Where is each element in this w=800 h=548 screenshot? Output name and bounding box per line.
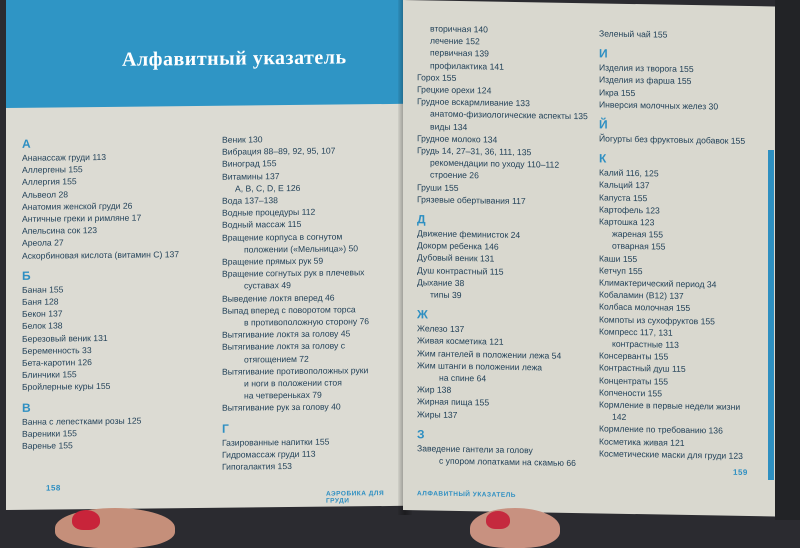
index-entry: Картофель 123 — [599, 204, 660, 216]
index-entry: Витамины 137 — [222, 170, 280, 182]
index-entry: Изделия из фарша 155 — [599, 74, 692, 87]
index-entry: Грудное вскармливание 133 — [417, 96, 530, 109]
index-entry: Выведение локтя вперед 46 — [222, 292, 335, 304]
section-letter: В — [22, 400, 31, 415]
index-entry: Душ контрастный 115 — [417, 264, 504, 277]
index-entry: Баня 128 — [22, 296, 59, 307]
running-footer-left: АЭРОБИКА ДЛЯ ГРУДИ — [326, 490, 385, 505]
index-subentry: рекомендации по уходу 110–112 — [430, 157, 560, 170]
index-entry: Изделия из творога 155 — [599, 62, 694, 75]
index-entry: Белок 138 — [22, 320, 63, 332]
index-subentry: жареная 155 — [612, 228, 663, 240]
index-subentry: лечение 152 — [430, 35, 480, 47]
index-entry: Икра 155 — [599, 87, 636, 98]
index-entry: Аллергия 155 — [22, 176, 77, 188]
page-title: Алфавитный указатель — [122, 46, 347, 71]
index-subentry: отварная 155 — [612, 241, 666, 253]
index-entry: Железо 137 — [417, 323, 465, 335]
running-footer-right: АЛФАВИТНЫЙ УКАЗАТЕЛЬ — [417, 490, 516, 499]
index-entry: Докорм ребенка 146 — [417, 240, 499, 252]
index-entry: Веник 130 — [222, 134, 263, 145]
index-subentry: контрастные 113 — [612, 338, 679, 350]
index-entry: Гидромассаж груди 113 — [222, 448, 316, 460]
section-letter: И — [599, 46, 608, 61]
section-letter: Б — [22, 268, 31, 283]
index-subentry: типы 39 — [430, 289, 462, 301]
index-entry: Вытягивание локтя за голову с — [222, 340, 346, 353]
index-entry: Блинчики 155 — [22, 369, 77, 381]
index-entry: Кетчуп 155 — [599, 265, 643, 277]
index-entry: Газированные напитки 155 — [222, 436, 330, 448]
index-subentry: с упором лопатками на скамью 66 — [439, 455, 576, 469]
index-entry: Грудное молоко 134 — [417, 133, 498, 145]
index-entry: Бекон 137 — [22, 308, 63, 320]
index-entry: Жир 138 — [417, 384, 452, 396]
index-entry: Дубовый веник 131 — [417, 252, 495, 265]
index-entry: Ванна с лепестками розы 125 — [22, 415, 142, 427]
page-edge-strip — [768, 150, 774, 480]
section-letter: К — [599, 151, 607, 166]
index-entry: Варенье 155 — [22, 440, 73, 451]
index-entry: Движение феминисток 24 — [417, 228, 521, 241]
index-entry: Горох 155 — [417, 72, 457, 83]
index-subentry: строение 26 — [430, 169, 479, 181]
index-subentry: в противоположную сторону 76 — [244, 316, 370, 328]
index-subentry: отягощением 72 — [244, 353, 309, 365]
index-entry: Косметические маски для груди 123 — [599, 448, 743, 461]
index-entry: Жим гантелей в положении лежа 54 — [417, 347, 562, 361]
index-subentry: профилактика 141 — [430, 60, 504, 72]
index-entry: Вытягивание локтя за голову 45 — [222, 328, 351, 340]
left-thumb-nail — [72, 510, 100, 530]
index-entry: Ананассаж груди 113 — [22, 151, 107, 163]
index-entry: Водный массаж 115 — [222, 219, 302, 231]
index-entry: Жиры 137 — [417, 408, 458, 420]
index-entry: Альвеол 28 — [22, 188, 69, 200]
index-column-right-1 — [417, 22, 588, 469]
index-subentry: первичная 139 — [430, 47, 489, 59]
index-subentry: 142 — [612, 411, 627, 423]
index-subentry: анатомо-физиологические аспекты 135 — [430, 108, 588, 122]
index-entry: Гипогалактия 153 — [222, 461, 292, 472]
index-entry: Картошка 123 — [599, 216, 655, 228]
index-subentry: положении («Мельница») 50 — [244, 243, 359, 255]
index-entry: Вареники 155 — [22, 428, 77, 439]
index-entry: Вибрация 88–89, 92, 95, 107 — [222, 145, 336, 157]
index-entry: Контрастный душ 115 — [599, 362, 686, 375]
index-entry: Виноград 155 — [222, 158, 277, 170]
index-entry: Груши 155 — [417, 181, 459, 193]
index-entry: Ареола 27 — [22, 237, 64, 249]
index-entry: Климактерический период 34 — [599, 277, 717, 290]
index-entry: Живая косметика 121 — [417, 335, 504, 348]
index-entry: Грудь 14, 27–31, 36, 111, 135 — [417, 145, 532, 158]
index-entry: Анатомия женской груди 26 — [22, 200, 133, 212]
right-page — [403, 0, 775, 516]
index-entry: Кальций 137 — [599, 179, 650, 191]
index-entry: Жим штанги в положении лежа — [417, 360, 543, 373]
section-letter: Й — [599, 117, 608, 132]
index-entry: Концентраты 155 — [599, 375, 669, 387]
index-subentry: суставах 49 — [244, 280, 291, 291]
index-subentry: вторичная 140 — [430, 23, 488, 35]
index-entry: Консерванты 155 — [599, 350, 669, 362]
index-entry: Жирная пища 155 — [417, 396, 490, 408]
index-entry: Дыхание 38 — [417, 277, 465, 288]
index-entry: Капуста 155 — [599, 192, 648, 203]
index-entry: Вращение согнутых рук в плечевых — [222, 267, 365, 279]
index-entry: Йогурты без фруктовых добавок 155 — [599, 133, 746, 146]
index-entry: Вытягивание рук за голову 40 — [222, 401, 341, 414]
index-column-right-2 — [599, 27, 745, 462]
index-subentry: виды 134 — [430, 121, 468, 132]
index-entry: Банан 155 — [22, 284, 64, 295]
section-letter: А — [22, 136, 31, 151]
index-entry: Калий 116, 125 — [599, 167, 659, 179]
index-entry: Вода 137–138 — [222, 195, 278, 206]
index-entry: Аскорбиновая кислота (витамин С) 137 — [22, 248, 180, 261]
index-entry: Кобаламин (B12) 137 — [599, 289, 684, 302]
index-entry: Водные процедуры 112 — [222, 206, 316, 218]
index-entry: Аллергены 155 — [22, 164, 83, 176]
index-entry: Бета-каротин 126 — [22, 357, 92, 368]
index-subentry: на четвереньках 79 — [244, 389, 322, 401]
index-entry: Кормление в первые недели жизни — [599, 399, 741, 412]
section-letter: Д — [417, 212, 426, 227]
index-entry: Выпад вперед с поворотом торса — [222, 304, 356, 316]
index-entry: Грецкие орехи 124 — [417, 84, 492, 96]
index-entry: Вращение прямых рук 59 — [222, 255, 324, 267]
index-entry: Вытягивание противоположных руки — [222, 365, 369, 377]
section-letter: З — [417, 427, 425, 442]
index-entry: Грязевые обертывания 117 — [417, 194, 526, 206]
title-banner — [6, 0, 406, 108]
section-letter: Ж — [417, 307, 428, 322]
page-number-right: 159 — [733, 467, 748, 478]
index-entry: Инверсия молочных желез 30 — [599, 99, 719, 112]
page-number-left: 158 — [46, 483, 61, 493]
index-entry: Античные греки и римляне 17 — [22, 212, 142, 224]
index-entry: Беременность 33 — [22, 344, 92, 356]
index-entry: Компоты из сухофруктов 155 — [599, 314, 715, 327]
index-entry: Каши 155 — [599, 253, 638, 264]
index-entry: Заведение гантели за голову — [417, 443, 533, 456]
index-entry: Вращение корпуса в согнутом — [222, 231, 343, 243]
left-page — [6, 0, 406, 510]
index-entry: Кормление по требованию 136 — [599, 423, 723, 437]
index-entry: Березовый веник 131 — [22, 332, 108, 344]
right-thumb — [470, 508, 560, 548]
section-letter: Г — [222, 421, 229, 436]
background-edge — [775, 0, 800, 520]
index-entry: Зеленый чай 155 — [599, 28, 668, 40]
index-entry: Копчености 155 — [599, 387, 662, 399]
index-subentry: и ноги в положении стоя — [244, 377, 342, 389]
index-column-left-2 — [222, 132, 369, 473]
index-subentry: на спине 64 — [439, 372, 487, 384]
index-entry: Компресс 117, 131 — [599, 326, 673, 338]
index-subentry: A, B, C, D, E 126 — [235, 182, 301, 194]
index-entry: Апельсина сок 123 — [22, 225, 98, 237]
index-entry: Колбаса молочная 155 — [599, 301, 691, 314]
index-column-left-1 — [22, 134, 179, 452]
index-entry: Бройлерные куры 155 — [22, 381, 111, 393]
index-entry: Косметика живая 121 — [599, 436, 685, 448]
right-thumb-nail — [486, 511, 510, 529]
